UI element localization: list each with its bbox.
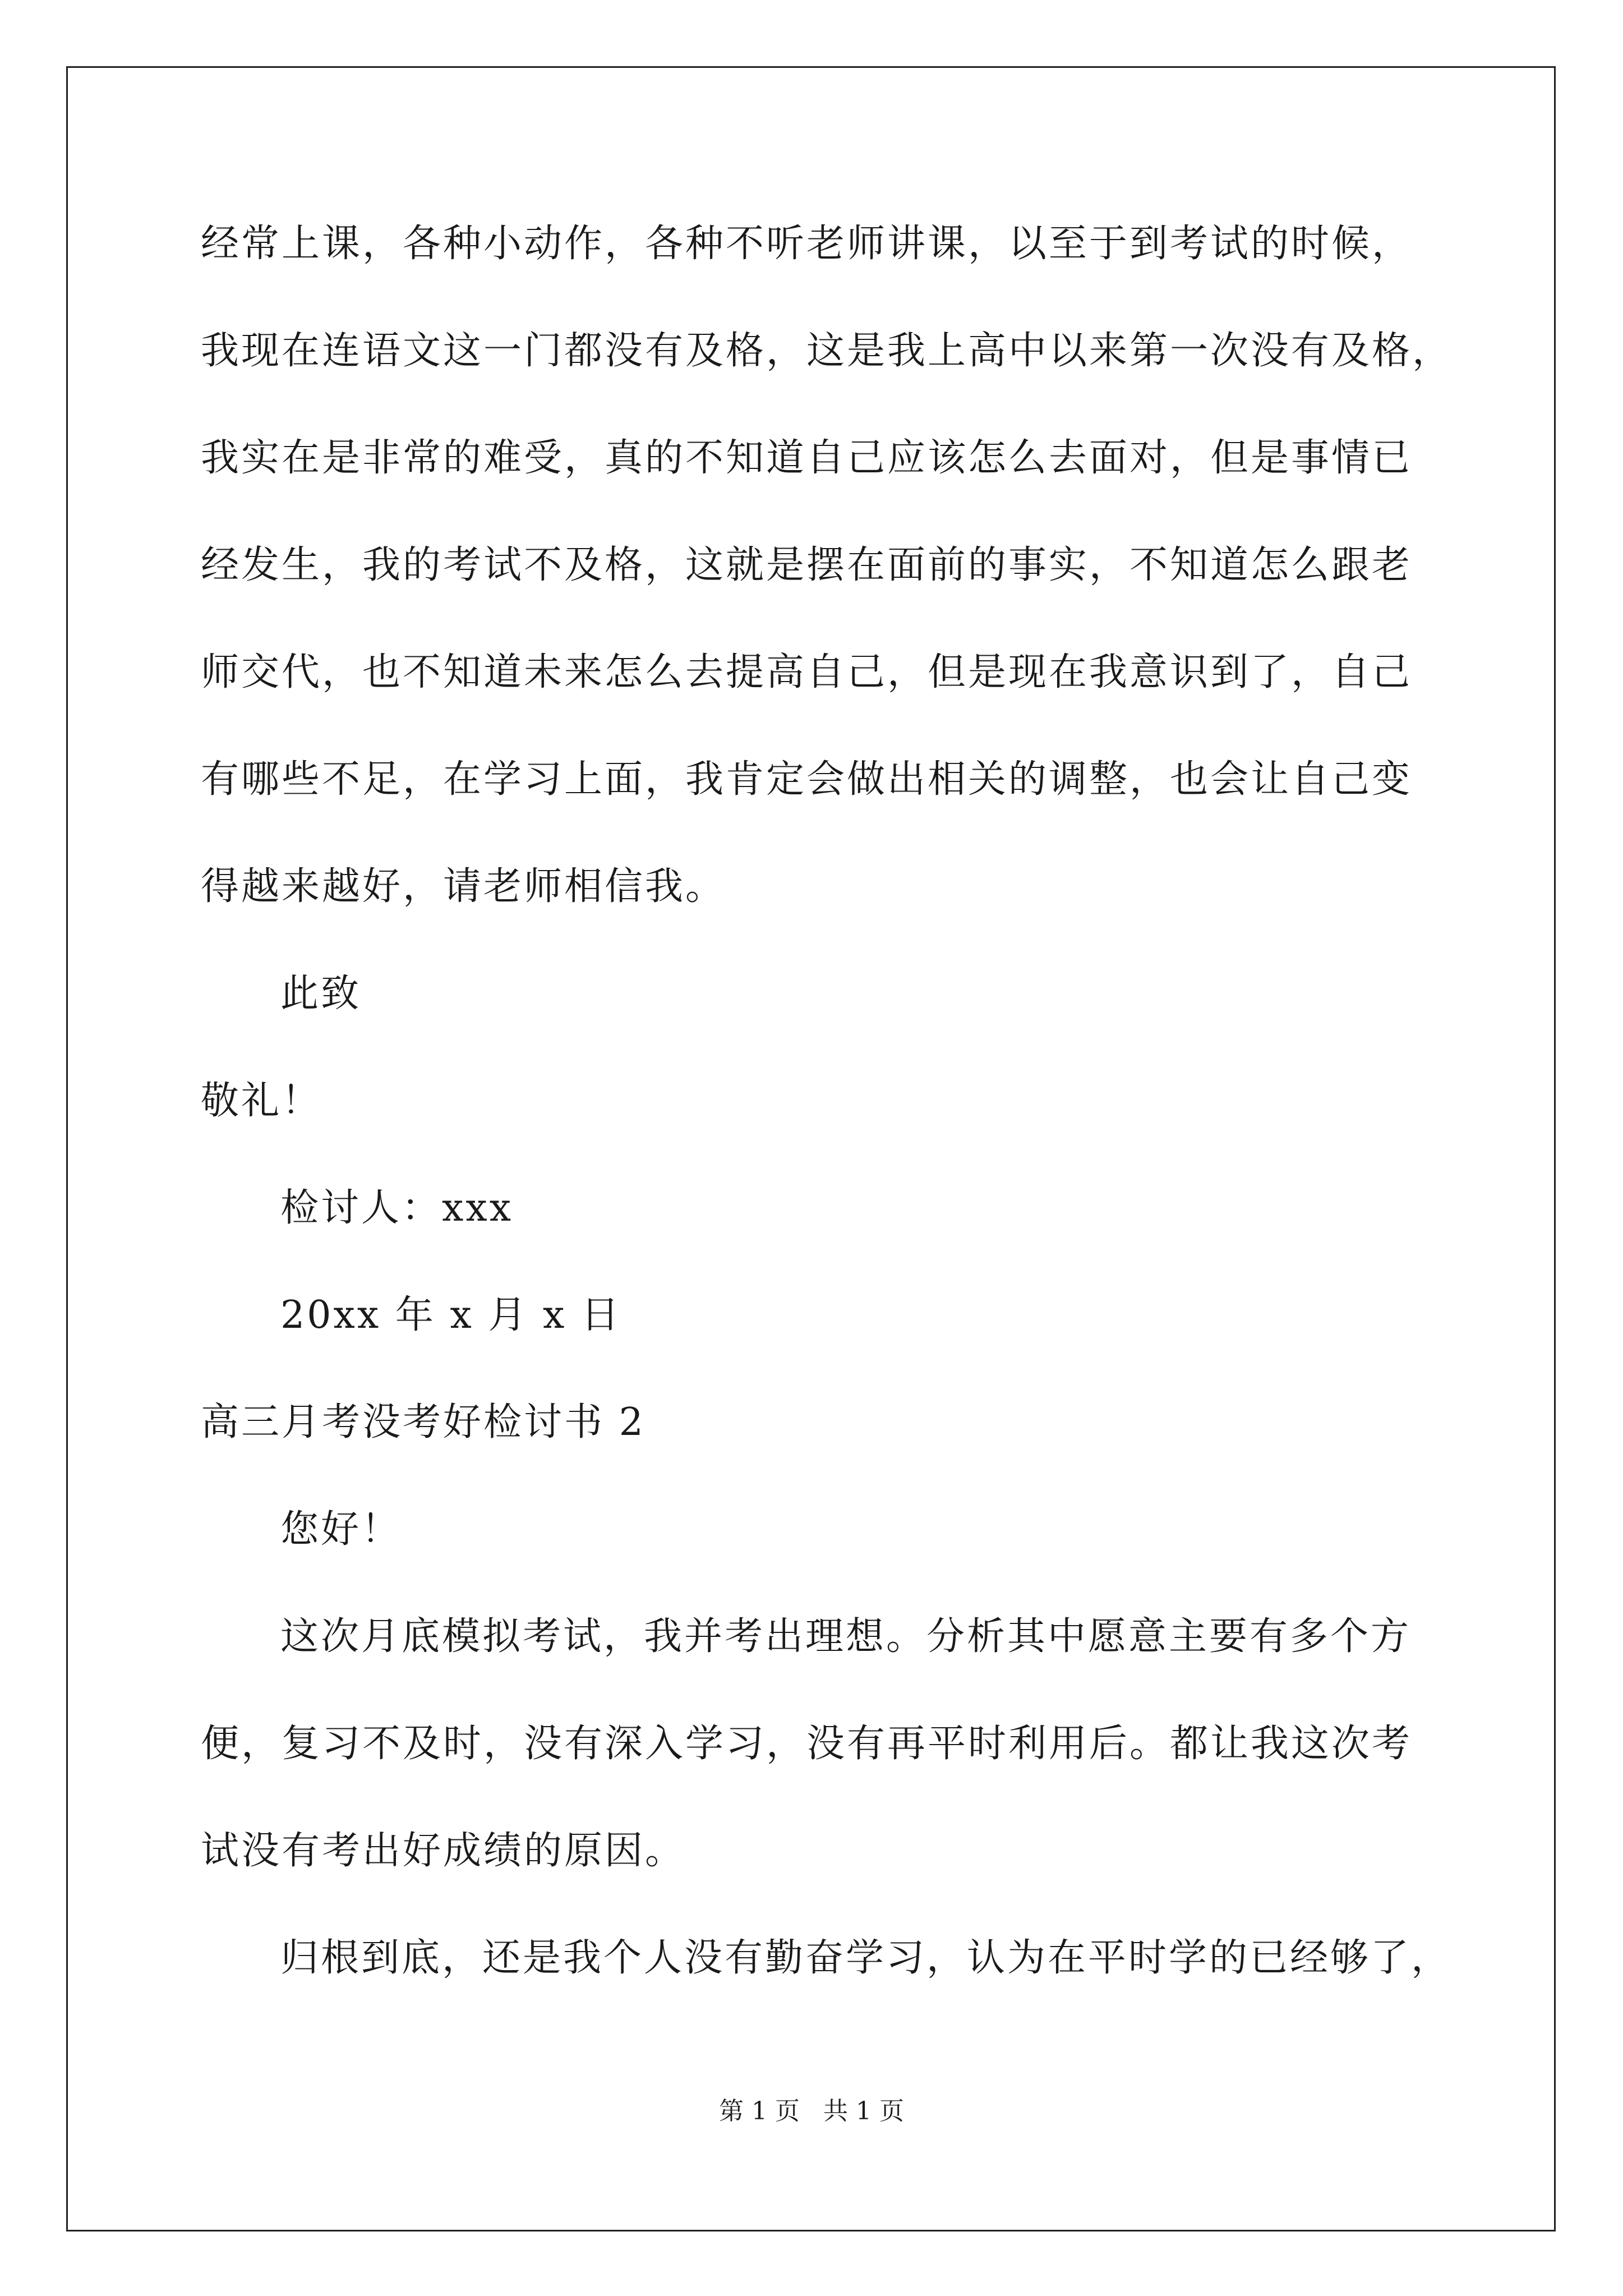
page-footer: 第 1 页 共 1 页	[719, 2097, 904, 2125]
page-border	[66, 66, 1556, 2231]
text-line: 经发生，我的考试不及格，这就是摆在面前的事实，不知道怎么跟老	[201, 543, 1413, 587]
text-line: 有哪些不足，在学习上面，我肯定会做出相关的调整，也会让自己变	[201, 757, 1413, 802]
text-line: 得越来越好，请老师相信我。	[201, 864, 726, 909]
closing-regards: 敬礼！	[201, 1079, 322, 1123]
text-line: 我现在连语文这一门都没有及格，这是我上高中以来第一次没有及格，	[201, 329, 1453, 373]
greeting: 您好！	[280, 1507, 402, 1552]
closing-salutation: 此致	[280, 972, 362, 1016]
signature-date: 20xx 年 x 月 x 日	[280, 1293, 622, 1337]
signature-name: 检讨人：xxx	[280, 1186, 514, 1230]
text-line: 便，复习不及时，没有深入学习，没有再平时利用后。都让我这次考	[201, 1722, 1413, 1766]
text-line: 师交代，也不知道未来怎么去提高自己，但是现在我意识到了，自己	[201, 650, 1413, 694]
text-line: 这次月底模拟考试，我并考出理想。分析其中愿意主要有多个方	[280, 1614, 1412, 1659]
text-line: 经常上课，各种小动作，各种不听老师讲课，以至于到考试的时候，	[201, 222, 1413, 266]
text-line: 我实在是非常的难受，真的不知道自己应该怎么去面对，但是事情已	[201, 436, 1413, 480]
text-line: 归根到底，还是我个人没有勤奋学习，认为在平时学的已经够了，	[280, 1936, 1452, 1980]
text-line: 试没有考出好成绩的原因。	[201, 1829, 686, 1873]
section-title: 高三月考没考好检讨书 2	[201, 1400, 645, 1444]
